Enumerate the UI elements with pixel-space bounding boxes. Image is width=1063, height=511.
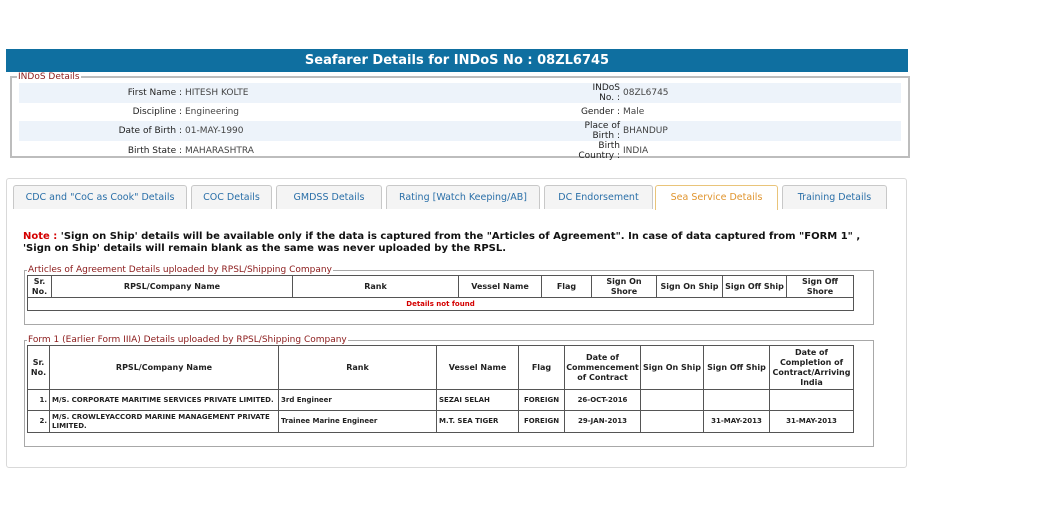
company-name-cell: M/S. CORPORATE MARITIME SERVICES PRIVATE LIMITED. — [50, 390, 279, 411]
indos-row — [19, 103, 901, 121]
form1-legend: Form 1 (Earlier Form IIIA) Details uploaded by RPSL/Shipping Company — [28, 335, 347, 345]
col-vessel-name: Vessel Name — [437, 346, 519, 390]
rank-cell: Trainee Marine Engineer — [279, 411, 437, 433]
indos-details-legend: INDoS Details — [18, 72, 80, 82]
indos-details-section — [10, 72, 910, 161]
birth-state-value: MAHARASHTRA — [185, 146, 254, 156]
tab-training[interactable]: Training Details — [782, 185, 887, 209]
col-company-name: RPSL/Company Name — [50, 346, 279, 390]
discipline-label: Discipline : — [132, 107, 182, 117]
note-text: 'Sign on Ship' details will be available only if the data is captured from the "Articles of Agreement". In case of data captured from "FORM 1" , 'Sign on Ship' details will remain blank as the same was never uploaded by the RPSL. — [23, 231, 861, 254]
table-row — [28, 411, 854, 433]
col-sign-on-ship: Sign On Ship — [657, 276, 723, 298]
discipline-value: Engineering — [185, 107, 239, 117]
page-title: Seafarer Details for INDoS No : 08ZL6745 — [6, 49, 908, 72]
indos-row — [19, 83, 901, 103]
indos-row — [19, 121, 901, 141]
col-completion-date: Date of Completion of Contract/Arriving India — [770, 346, 854, 390]
col-sign-off-shore: Sign Off Shore — [787, 276, 854, 298]
articles-of-agreement-section — [24, 265, 874, 325]
note-label: Note : — [23, 231, 58, 242]
tab-cdc-coc-cook[interactable]: CDC and "CoC as Cook" Details — [13, 185, 187, 209]
tab-sea-service[interactable]: Sea Service Details — [655, 185, 778, 210]
gender-label: Gender : — [580, 107, 620, 117]
commencement-date-cell: 29-JAN-2013 — [565, 411, 641, 433]
indos-details-table — [19, 83, 901, 161]
col-company-name: RPSL/Company Name — [52, 276, 293, 298]
form1-section — [24, 335, 874, 447]
form1-table — [27, 345, 854, 433]
sign-on-ship-cell — [641, 411, 704, 433]
sr-no-cell: 1. — [28, 390, 50, 411]
completion-date-cell: 31-MAY-2013 — [770, 411, 854, 433]
flag-cell: FOREIGN — [519, 411, 565, 433]
first-name-label: First Name : — [19, 83, 185, 103]
tab-dc-endorsement[interactable]: DC Endorsement — [544, 185, 653, 209]
col-rank: Rank — [293, 276, 459, 298]
indos-no-label: INDoS No. : — [575, 83, 623, 103]
vessel-name-cell: SEZAI SELAH — [437, 390, 519, 411]
table-header-row — [28, 346, 854, 390]
col-sr-no: Sr. No. — [28, 276, 52, 298]
tab-rating-watch-keeping[interactable]: Rating [Watch Keeping/AB] — [386, 185, 540, 209]
table-row — [28, 298, 854, 311]
dob-label: Date of Birth : — [19, 121, 185, 141]
sign-on-note — [23, 231, 883, 255]
birth-state-label: Birth State : — [127, 146, 182, 156]
table-header-row — [28, 276, 854, 298]
indos-row — [19, 141, 901, 161]
dob-value: 01-MAY-1990 — [185, 121, 575, 141]
col-sign-on-ship: Sign On Ship — [641, 346, 704, 390]
col-flag: Flag — [519, 346, 565, 390]
first-name-value: HITESH KOLTE — [185, 83, 575, 103]
sign-off-ship-cell — [704, 390, 770, 411]
details-tab-panel — [6, 178, 907, 468]
col-sign-on-shore: Sign On Shore — [592, 276, 657, 298]
col-sign-off-ship: Sign Off Ship — [704, 346, 770, 390]
col-sign-off-ship: Sign Off Ship — [723, 276, 787, 298]
table-row — [28, 390, 854, 411]
birth-country-label: Birth Country : — [578, 141, 620, 161]
sign-on-ship-cell — [641, 390, 704, 411]
tab-gmdss[interactable]: GMDSS Details — [276, 185, 382, 209]
col-commencement-date: Date of Commencement of Contract — [565, 346, 641, 390]
articles-of-agreement-table — [27, 275, 854, 311]
tab-coc[interactable]: COC Details — [191, 185, 272, 209]
completion-date-cell — [770, 390, 854, 411]
sr-no-cell: 2. — [28, 411, 50, 433]
birth-country-value: INDIA — [623, 146, 649, 156]
place-of-birth-label: Place of Birth : — [575, 121, 623, 141]
flag-cell: FOREIGN — [519, 390, 565, 411]
col-flag: Flag — [542, 276, 592, 298]
col-vessel-name: Vessel Name — [459, 276, 542, 298]
gender-value: Male — [623, 107, 645, 117]
col-sr-no: Sr. No. — [28, 346, 50, 390]
rank-cell: 3rd Engineer — [279, 390, 437, 411]
details-not-found-message: Details not found — [28, 298, 854, 311]
vessel-name-cell: M.T. SEA TIGER — [437, 411, 519, 433]
col-rank: Rank — [279, 346, 437, 390]
indos-no-value: 08ZL6745 — [623, 83, 901, 103]
place-of-birth-value: BHANDUP — [623, 121, 901, 141]
sign-off-ship-cell: 31-MAY-2013 — [704, 411, 770, 433]
articles-of-agreement-legend: Articles of Agreement Details uploaded by RPSL/Shipping Company — [28, 265, 332, 275]
commencement-date-cell: 26-OCT-2016 — [565, 390, 641, 411]
company-name-cell: M/S. CROWLEYACCORD MARINE MANAGEMENT PRIVATE LIMITED. — [50, 411, 279, 433]
